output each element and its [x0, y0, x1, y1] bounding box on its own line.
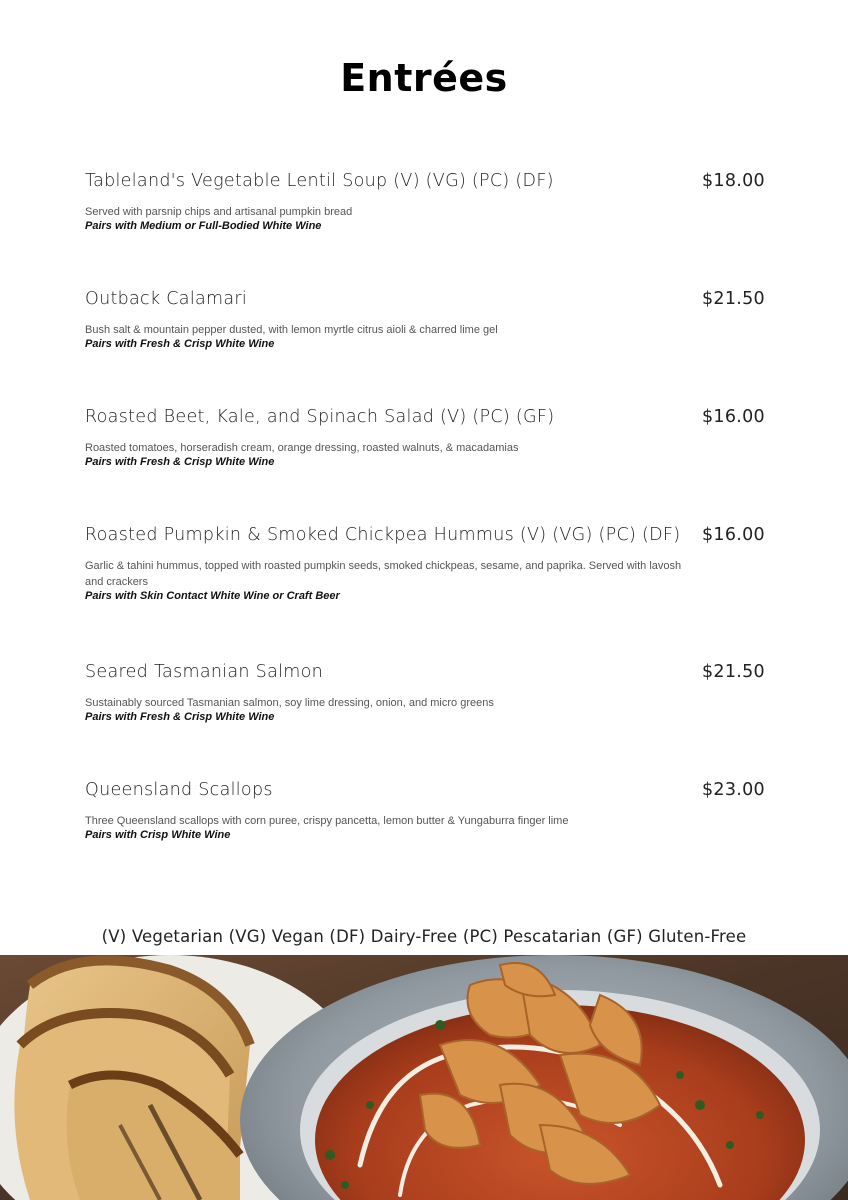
item-pairing: Pairs with Fresh & Crisp White Wine: [85, 338, 275, 350]
item-description: Three Queensland scallops with corn puree, crispy pancetta, lemon butter & Yungaburra finger lime: [85, 815, 569, 827]
item-name: Outback Calamari: [85, 289, 248, 309]
item-price: $16.00: [701, 525, 765, 545]
page-title: Entrées: [340, 56, 508, 100]
item-pairing: Pairs with Medium or Full-Bodied White Wine: [85, 220, 322, 232]
menu-item-pumpkin-hummus: [85, 525, 765, 603]
menu-item-lentil-soup: [85, 171, 765, 233]
food-photo: [0, 955, 848, 1200]
item-name: Roasted Pumpkin & Smoked Chickpea Hummus (V) (VG) (PC) (DF): [85, 525, 681, 545]
bread-slices: [14, 960, 250, 1200]
item-name: Roasted Beet, Kale, and Spinach Salad (V) (PC) (GF): [85, 407, 555, 427]
item-description: Served with parsnip chips and artisanal pumpkin bread: [85, 206, 353, 218]
menu-item-scallops: [85, 780, 765, 842]
menu-item-calamari: [85, 289, 765, 351]
menu-item-beet-salad: [85, 407, 765, 469]
item-pairing: Pairs with Fresh & Crisp White Wine: [85, 711, 275, 723]
item-description: Sustainably sourced Tasmanian salmon, soy lime dressing, onion, and micro greens: [85, 697, 494, 709]
item-pairing: Pairs with Fresh & Crisp White Wine: [85, 456, 275, 468]
dietary-legend: (V) Vegetarian (VG) Vegan (DF) Dairy-Free (PC) Pescatarian (GF) Gluten-Free: [101, 927, 747, 946]
item-price: $18.00: [701, 171, 765, 191]
item-description: Bush salt & mountain pepper dusted, with lemon myrtle citrus aioli & charred lime gel: [85, 324, 498, 336]
menu-item-salmon: [85, 662, 765, 724]
item-price: $21.50: [701, 662, 765, 682]
item-price: $16.00: [701, 407, 765, 427]
item-description: Garlic & tahini hummus, topped with roasted pumpkin seeds, smoked chickpeas, sesame, and paprika. Served with lavosh and crackers: [85, 560, 682, 588]
item-name: Tableland's Vegetable Lentil Soup (V) (VG) (PC) (DF): [85, 171, 554, 191]
item-name: Queensland Scallops: [85, 780, 273, 800]
item-pairing: Pairs with Crisp White Wine: [85, 829, 231, 841]
item-price: $21.50: [701, 289, 765, 309]
item-description: Roasted tomatoes, horseradish cream, orange dressing, roasted walnuts, & macadamias: [85, 442, 519, 454]
item-pairing: Pairs with Skin Contact White Wine or Craft Beer: [85, 590, 340, 602]
item-name: Seared Tasmanian Salmon: [85, 662, 324, 682]
item-price: $23.00: [701, 780, 765, 800]
